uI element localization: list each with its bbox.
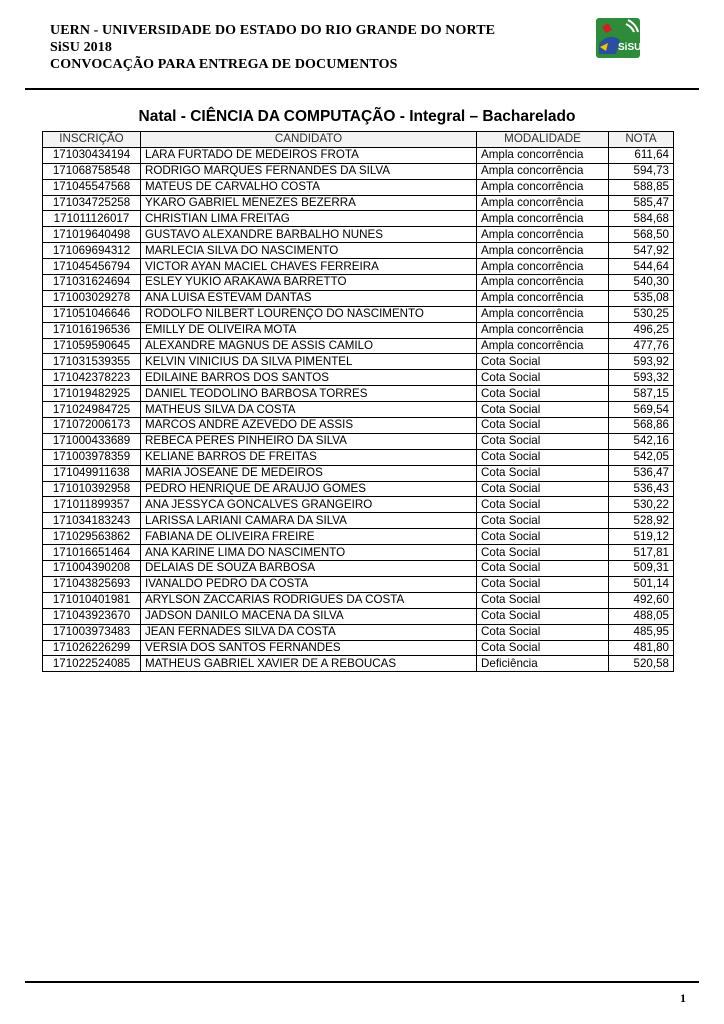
cell-inscricao: 171016651464: [43, 545, 141, 561]
cell-inscricao: 171003978359: [43, 449, 141, 465]
cell-inscricao: 171000433689: [43, 433, 141, 449]
cell-inscricao: 171004390208: [43, 561, 141, 577]
table-row: [43, 227, 674, 243]
cell-nota: 477,76: [609, 338, 674, 354]
table-row: [43, 640, 674, 656]
course-title: Natal - CIÊNCIA DA COMPUTAÇÃO - Integral – Bacharelado: [138, 108, 576, 125]
table-row: [43, 386, 674, 402]
cell-modalidade: Cota Social: [477, 386, 609, 402]
cell-inscricao: 171072006173: [43, 418, 141, 434]
cell-modalidade: Cota Social: [477, 608, 609, 624]
cell-modalidade: Ampla concorrência: [477, 243, 609, 259]
table-row: [43, 624, 674, 640]
cell-candidato: MATHEUS GABRIEL XAVIER DE A REBOUCAS: [141, 656, 477, 672]
sisu-logo: [596, 18, 640, 58]
cell-nota: 542,05: [609, 449, 674, 465]
table-row: [43, 433, 674, 449]
table-row: [43, 275, 674, 291]
cell-nota: 481,80: [609, 640, 674, 656]
cell-inscricao: 171019640498: [43, 227, 141, 243]
cell-candidato: MATEUS DE CARVALHO COSTA: [141, 179, 477, 195]
cell-candidato: ANA KARINE LIMA DO NASCIMENTO: [141, 545, 477, 561]
table-header-row: [43, 132, 674, 148]
cell-candidato: PEDRO HENRIQUE DE ARAUJO GOMES: [141, 481, 477, 497]
cell-candidato: MARIA JOSEANE DE MEDEIROS: [141, 465, 477, 481]
cell-modalidade: Cota Social: [477, 561, 609, 577]
table-row: [43, 163, 674, 179]
table-row: [43, 418, 674, 434]
page-number: 1: [680, 991, 686, 1005]
table-row: [43, 147, 674, 163]
cell-inscricao: 171049911638: [43, 465, 141, 481]
header-subject: CONVOCAÇÃO PARA ENTREGA DE DOCUMENTOS: [50, 57, 398, 72]
cell-modalidade: Ampla concorrência: [477, 163, 609, 179]
cell-modalidade: Ampla concorrência: [477, 259, 609, 275]
cell-candidato: RODRIGO MARQUES FERNANDES DA SILVA: [141, 163, 477, 179]
cell-nota: 594,73: [609, 163, 674, 179]
cell-modalidade: Cota Social: [477, 354, 609, 370]
cell-inscricao: 171069694312: [43, 243, 141, 259]
cell-inscricao: 171031539355: [43, 354, 141, 370]
table-row: [43, 338, 674, 354]
cell-modalidade: Cota Social: [477, 465, 609, 481]
cell-nota: 584,68: [609, 211, 674, 227]
cell-inscricao: 171022524085: [43, 656, 141, 672]
table-row: [43, 497, 674, 513]
cell-nota: 536,43: [609, 481, 674, 497]
cell-nota: 547,92: [609, 243, 674, 259]
table-row: [43, 576, 674, 592]
cell-candidato: DELAIAS DE SOUZA BARBOSA: [141, 561, 477, 577]
document-header: [50, 22, 570, 73]
cell-candidato: ESLEY YUKIO ARAKAWA BARRETTO: [141, 275, 477, 291]
cell-inscricao: 171026226299: [43, 640, 141, 656]
cell-candidato: KELVIN VINICIUS DA SILVA PIMENTEL: [141, 354, 477, 370]
cell-candidato: KELIANE BARROS DE FREITAS: [141, 449, 477, 465]
cell-inscricao: 171045547568: [43, 179, 141, 195]
cell-candidato: VERSIA DOS SANTOS FERNANDES: [141, 640, 477, 656]
cell-inscricao: 171010392958: [43, 481, 141, 497]
cell-modalidade: Cota Social: [477, 497, 609, 513]
table-row: [43, 465, 674, 481]
cell-candidato: RODOLFO NILBERT LOURENÇO DO NASCIMENTO: [141, 306, 477, 322]
cell-nota: 593,32: [609, 370, 674, 386]
cell-inscricao: 171045456794: [43, 259, 141, 275]
cell-nota: 496,25: [609, 322, 674, 338]
cell-inscricao: 171011899357: [43, 497, 141, 513]
cell-nota: 587,15: [609, 386, 674, 402]
cell-modalidade: Cota Social: [477, 481, 609, 497]
cell-inscricao: 171068758548: [43, 163, 141, 179]
cell-modalidade: Ampla concorrência: [477, 290, 609, 306]
cell-inscricao: 171011126017: [43, 211, 141, 227]
cell-inscricao: 171051046646: [43, 306, 141, 322]
cell-modalidade: Cota Social: [477, 402, 609, 418]
cell-nota: 520,58: [609, 656, 674, 672]
table-row: [43, 608, 674, 624]
cell-modalidade: Cota Social: [477, 433, 609, 449]
table-row: [43, 481, 674, 497]
sisu-logo-icon: [596, 18, 640, 58]
cell-nota: 611,64: [609, 147, 674, 163]
cell-candidato: LARA FURTADO DE MEDEIROS FROTA: [141, 147, 477, 163]
cell-nota: 530,22: [609, 497, 674, 513]
cell-modalidade: Cota Social: [477, 418, 609, 434]
cell-modalidade: Ampla concorrência: [477, 195, 609, 211]
cell-candidato: MATHEUS SILVA DA COSTA: [141, 402, 477, 418]
cell-nota: 519,12: [609, 529, 674, 545]
cell-nota: 568,50: [609, 227, 674, 243]
cell-nota: 492,60: [609, 592, 674, 608]
header-program: SiSU 2018: [50, 40, 112, 55]
cell-modalidade: Cota Social: [477, 449, 609, 465]
header-divider: [25, 88, 699, 90]
sisu-logo-text: SiSU: [618, 42, 640, 53]
cell-candidato: EDILAINE BARROS DOS SANTOS: [141, 370, 477, 386]
cell-modalidade: Ampla concorrência: [477, 322, 609, 338]
cell-inscricao: 171029563862: [43, 529, 141, 545]
table-row: [43, 259, 674, 275]
cell-modalidade: Cota Social: [477, 640, 609, 656]
table-row: [43, 370, 674, 386]
cell-modalidade: Ampla concorrência: [477, 306, 609, 322]
cell-modalidade: Ampla concorrência: [477, 227, 609, 243]
table-row: [43, 656, 674, 672]
cell-candidato: EMILLY DE OLIVEIRA MOTA: [141, 322, 477, 338]
cell-candidato: DANIEL TEODOLINO BARBOSA TORRES: [141, 386, 477, 402]
cell-nota: 593,92: [609, 354, 674, 370]
cell-nota: 501,14: [609, 576, 674, 592]
cell-modalidade: Ampla concorrência: [477, 147, 609, 163]
cell-candidato: ANA JESSYCA GONCALVES GRANGEIRO: [141, 497, 477, 513]
table-row: [43, 322, 674, 338]
table-row: [43, 211, 674, 227]
cell-candidato: VICTOR AYAN MACIEL CHAVES FERREIRA: [141, 259, 477, 275]
cell-inscricao: 171043923670: [43, 608, 141, 624]
table-row: [43, 402, 674, 418]
cell-modalidade: Cota Social: [477, 624, 609, 640]
header-modalidade: MODALIDADE: [477, 132, 609, 148]
table-row: [43, 513, 674, 529]
cell-inscricao: 171003973483: [43, 624, 141, 640]
cell-inscricao: 171043825693: [43, 576, 141, 592]
cell-inscricao: 171030434194: [43, 147, 141, 163]
cell-candidato: FABIANA DE OLIVEIRA FREIRE: [141, 529, 477, 545]
cell-modalidade: Cota Social: [477, 370, 609, 386]
cell-candidato: JADSON DANILO MACENA DA SILVA: [141, 608, 477, 624]
cell-nota: 585,47: [609, 195, 674, 211]
table-row: [43, 306, 674, 322]
cell-modalidade: Ampla concorrência: [477, 179, 609, 195]
cell-nota: 530,25: [609, 306, 674, 322]
cell-nota: 588,85: [609, 179, 674, 195]
cell-modalidade: Deficiência: [477, 656, 609, 672]
cell-modalidade: Ampla concorrência: [477, 275, 609, 291]
cell-inscricao: 171031624694: [43, 275, 141, 291]
table-row: [43, 195, 674, 211]
header-candidato: CANDIDATO: [141, 132, 477, 148]
cell-candidato: MARLECIA SILVA DO NASCIMENTO: [141, 243, 477, 259]
cell-inscricao: 171034183243: [43, 513, 141, 529]
cell-nota: 488,05: [609, 608, 674, 624]
cell-modalidade: Ampla concorrência: [477, 338, 609, 354]
table-row: [43, 449, 674, 465]
table-row: [43, 561, 674, 577]
cell-candidato: REBECA PERES PINHEIRO DA SILVA: [141, 433, 477, 449]
cell-candidato: GUSTAVO ALEXANDRE BARBALHO NUNES: [141, 227, 477, 243]
cell-candidato: MARCOS ANDRE AZEVEDO DE ASSIS: [141, 418, 477, 434]
cell-nota: 542,16: [609, 433, 674, 449]
cell-modalidade: Cota Social: [477, 576, 609, 592]
cell-nota: 544,64: [609, 259, 674, 275]
cell-nota: 535,08: [609, 290, 674, 306]
cell-inscricao: 171024984725: [43, 402, 141, 418]
cell-modalidade: Cota Social: [477, 513, 609, 529]
cell-nota: 517,81: [609, 545, 674, 561]
table-row: [43, 529, 674, 545]
cell-nota: 568,86: [609, 418, 674, 434]
cell-nota: 509,31: [609, 561, 674, 577]
cell-inscricao: 171016196536: [43, 322, 141, 338]
cell-candidato: CHRISTIAN LIMA FREITAG: [141, 211, 477, 227]
cell-modalidade: Ampla concorrência: [477, 211, 609, 227]
table-row: [43, 290, 674, 306]
cell-modalidade: Cota Social: [477, 545, 609, 561]
cell-inscricao: 171010401981: [43, 592, 141, 608]
cell-nota: 540,30: [609, 275, 674, 291]
cell-candidato: ALEXANDRE MAGNUS DE ASSIS CAMILO: [141, 338, 477, 354]
cell-nota: 536,47: [609, 465, 674, 481]
cell-modalidade: Cota Social: [477, 592, 609, 608]
cell-candidato: ANA LUISA ESTEVAM DANTAS: [141, 290, 477, 306]
cell-inscricao: 171034725258: [43, 195, 141, 211]
header-inscricao: INSCRIÇÃO: [43, 132, 141, 148]
table-row: [43, 592, 674, 608]
cell-nota: 528,92: [609, 513, 674, 529]
cell-nota: 485,95: [609, 624, 674, 640]
cell-nota: 569,54: [609, 402, 674, 418]
cell-candidato: IVANALDO PEDRO DA COSTA: [141, 576, 477, 592]
cell-inscricao: 171042378223: [43, 370, 141, 386]
cell-candidato: YKARO GABRIEL MENEZES BEZERRA: [141, 195, 477, 211]
cell-candidato: LARISSA LARIANI CAMARA DA SILVA: [141, 513, 477, 529]
header-nota: NOTA: [609, 132, 674, 148]
results-table: [42, 131, 674, 672]
cell-candidato: ARYLSON ZACCARIAS RODRIGUES DA COSTA: [141, 592, 477, 608]
cell-inscricao: 171003029278: [43, 290, 141, 306]
cell-inscricao: 171019482925: [43, 386, 141, 402]
table-row: [43, 545, 674, 561]
cell-inscricao: 171059590645: [43, 338, 141, 354]
table-body: [43, 147, 674, 671]
table-row: [43, 354, 674, 370]
cell-candidato: JEAN FERNADES SILVA DA COSTA: [141, 624, 477, 640]
header-institution: UERN - UNIVERSIDADE DO ESTADO DO RIO GRANDE DO NORTE: [50, 23, 496, 38]
cell-modalidade: Cota Social: [477, 529, 609, 545]
footer-divider: [25, 981, 699, 983]
table-row: [43, 179, 674, 195]
table-row: [43, 243, 674, 259]
